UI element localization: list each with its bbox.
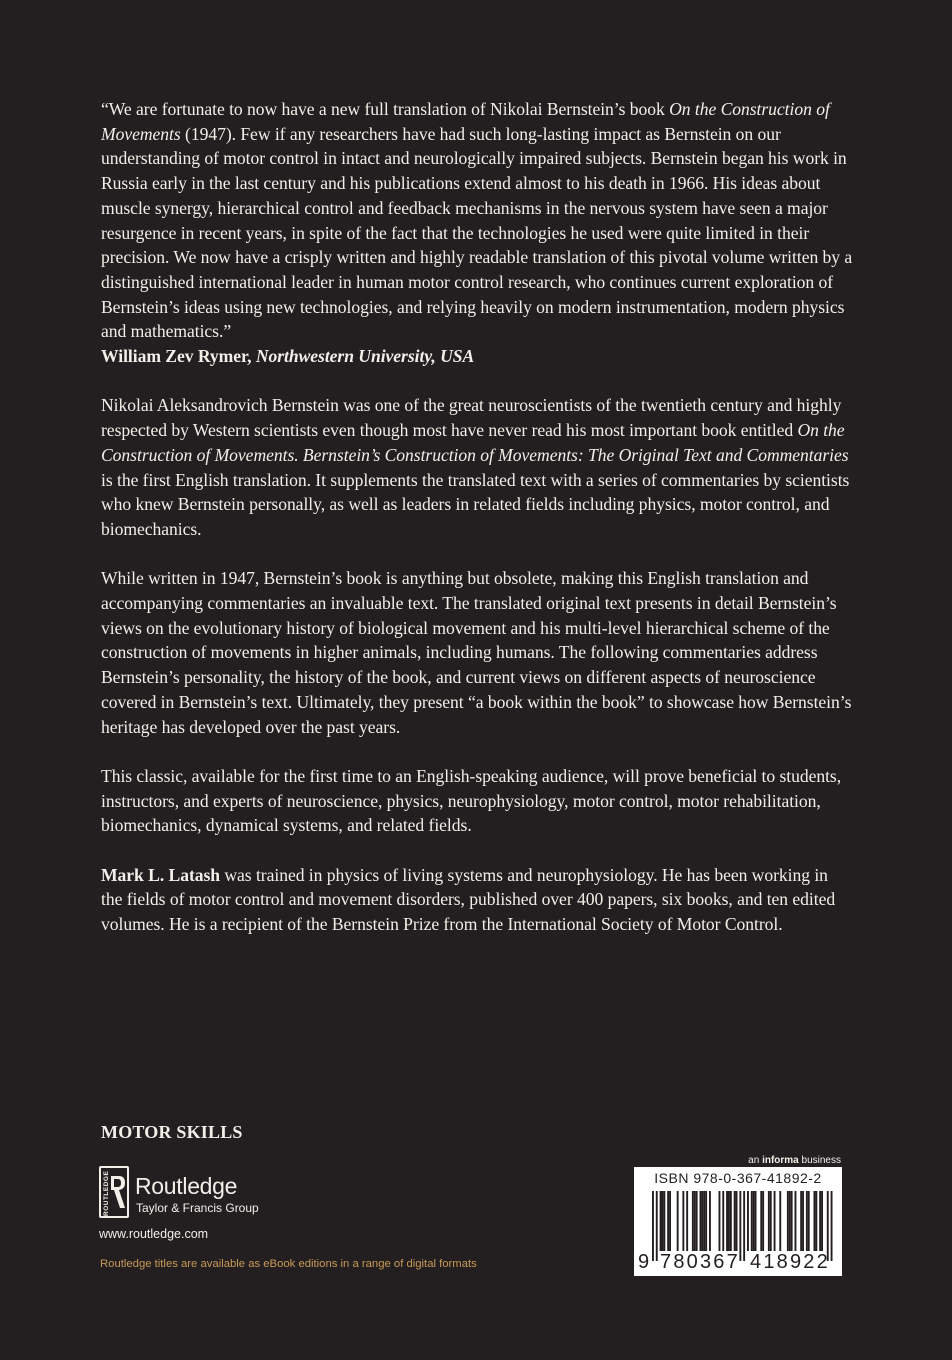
- barcode-bar: [753, 1191, 755, 1251]
- barcode-bar: [791, 1191, 793, 1251]
- barcode-bar: [821, 1191, 823, 1251]
- barcode-digits: 9 780367 418922: [638, 1251, 830, 1273]
- barcode-bar: [694, 1191, 696, 1251]
- publisher-name: Routledge: [135, 1173, 238, 1199]
- book-title: On the Construction of Movements. Bernstein’s Construction of Movements: The Original Text and Commentaries: [101, 420, 849, 465]
- isbn-text: ISBN 978-0-367-41892-2: [654, 1170, 822, 1186]
- barcode-bar: [787, 1191, 789, 1251]
- author-bio: Mark L. Latash was trained in physics of living systems and neurophysiology. He has been working in the fields of motor control and movement disorders, published over 400 papers, six books, and ten edited volumes. He is a recipient of the Bernstein Prize from the International Society of Motor Control.: [101, 864, 836, 935]
- endorsement-attribution: [101, 344, 853, 369]
- back-cover-text: [101, 97, 853, 937]
- barcode-bar: [663, 1191, 665, 1251]
- author-name: Mark L. Latash: [101, 864, 221, 885]
- endorser-name: William Zev Rymer,: [101, 346, 252, 367]
- book-title: On the Construction of Movements: [101, 99, 830, 144]
- barcode-bar: [692, 1191, 694, 1251]
- barcode-bar: [734, 1191, 736, 1251]
- barcode-bar: [722, 1191, 724, 1251]
- barcode-bar: [660, 1191, 662, 1251]
- endorsement-quote: “We are fortunate to now have a new full translation of Nikolai Bernstein’s book On the Construction of Movements (1947). Few if any researchers have had such long-lasting impact as Bernstein on our understanding of motor control in intact and neurologically impaired subjects. Bernstein began his work in Russia early in the last century and his publications extend almost to his death in 1966. His ideas about muscle synergy, hierarchical control and feedback mechanisms in the nervous system have seen a major resurgence in recent years, in spite of the fact that the technologies he used were quite limited in their precision. We now have a crisply written and highly readable translation of this pivotal volume written by a distinguished international leader in human motor control research, who continues current exploration of Bernstein’s ideas using new technologies, and relying heavily on modern instrumentation, modern physics and mathematics.”: [101, 99, 853, 342]
- description-paragraph-1: Nikolai Aleksandrovich Bernstein was one of the great neuroscientists of the twentieth century and highly respected by Western scientists even though most have never read his most important book entitled On the Construction of Movements. Bernstein’s Construction of Movements: The Original Text and Commentaries is the first English translation. It supplements the translated text with a series of commentaries by scientists who knew Bernstein personally, as well as leaders in related fields including physics, motor control, and biomechanics.: [101, 395, 850, 539]
- barcode-bar: [686, 1191, 688, 1251]
- barcode-bar: [815, 1191, 817, 1251]
- barcode-bar: [800, 1191, 802, 1251]
- barcode-bar: [701, 1191, 703, 1251]
- barcode-bar: [802, 1191, 804, 1251]
- barcode-bar: [774, 1191, 776, 1251]
- barcode-bar: [677, 1191, 679, 1251]
- barcode-bar: [806, 1191, 808, 1251]
- barcode-bar: [703, 1191, 705, 1251]
- barcode-bar: [768, 1191, 770, 1251]
- ebook-note: Routledge titles are available as eBook editions in a range of digital formats: [100, 1258, 477, 1270]
- barcode-bar: [747, 1191, 749, 1251]
- barcode-bar: [808, 1191, 810, 1251]
- barcode-bar: [755, 1191, 757, 1251]
- barcode-bar: [789, 1191, 791, 1251]
- barcode-bar: [751, 1191, 753, 1251]
- barcode-bar: [726, 1191, 728, 1251]
- informa-business: an informa business: [748, 1155, 841, 1166]
- publisher-logo: [99, 1166, 399, 1246]
- description-paragraph-3: This classic, available for the first time to an English-speaking audience, will prove beneficial to students, instructors, and experts of neuroscience, physics, neurophysiology, motor control, motor rehabilitation, biomechanics, dynamical systems, and related fields.: [101, 765, 842, 836]
- barcode-bar: [779, 1191, 781, 1251]
- barcode-bar: [709, 1191, 711, 1251]
- series-label: MOTOR SKILLS: [101, 1122, 243, 1142]
- barcode-bar: [762, 1191, 764, 1251]
- barcode-bar: [795, 1191, 797, 1251]
- endorser-affiliation: Northwestern University, USA: [251, 346, 475, 367]
- routledge-logo-icon: ROUTLEDGE: [99, 1166, 129, 1218]
- barcode-bar: [705, 1191, 707, 1251]
- barcode-bar: [814, 1191, 816, 1251]
- barcode-bar: [662, 1191, 664, 1251]
- barcode-bar: [760, 1191, 762, 1251]
- barcode-bar: [669, 1191, 671, 1251]
- isbn-barcode: [634, 1167, 842, 1276]
- publisher-group: Taylor & Francis Group: [136, 1201, 259, 1215]
- barcode-bar: [719, 1191, 721, 1251]
- barcode-bar: [819, 1191, 821, 1251]
- barcode-bar: [667, 1191, 669, 1251]
- barcode-bar: [730, 1191, 732, 1251]
- publisher-url: www.routledge.com: [99, 1227, 209, 1241]
- barcode-bar: [736, 1191, 738, 1251]
- barcode-bar: [728, 1191, 730, 1251]
- barcode-bar: [682, 1191, 684, 1251]
- barcode-bar: [700, 1191, 702, 1251]
- barcode-bar: [770, 1191, 772, 1251]
- description-paragraph-2: While written in 1947, Bernstein’s book is anything but obsolete, making this English translation and accompanying commentaries an invaluable text. The translated original text presents in detail Bernstein’s views on the evolutionary history of biological movement and his multi-level hierarchical scheme of the construction of movements in higher animals, including humans. The following commentaries address Bernstein’s personality, the history of the book, and current views on different aspects of neuroscience covered in Bernstein’s text. Ultimately, they present “a book within the book” to showcase how Bernstein’s heritage has developed over the past years.: [101, 568, 852, 737]
- barcode-bar: [696, 1191, 698, 1251]
